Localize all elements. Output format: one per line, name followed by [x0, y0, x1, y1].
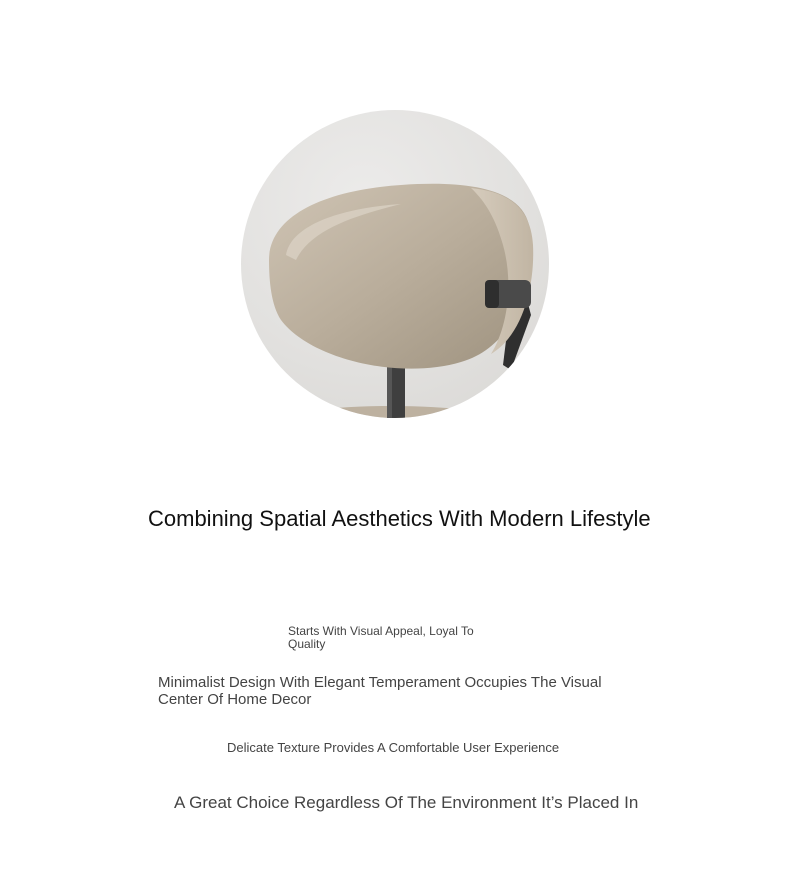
page-headline: Combining Spatial Aesthetics With Modern Lifestyle	[148, 506, 651, 531]
texture-text: Delicate Texture Provides A Comfortable User Experience	[227, 740, 560, 755]
chair-product-image	[241, 110, 549, 418]
minimalist-design-text: Minimalist Design With Elegant Temperament Occupies The Visual Center Of Home Decor	[158, 674, 602, 708]
environment-text: A Great Choice Regardless Of The Environment It’s Placed In	[174, 793, 639, 812]
visual-appeal-text: Starts With Visual Appeal, Loyal To Quality	[288, 624, 474, 651]
